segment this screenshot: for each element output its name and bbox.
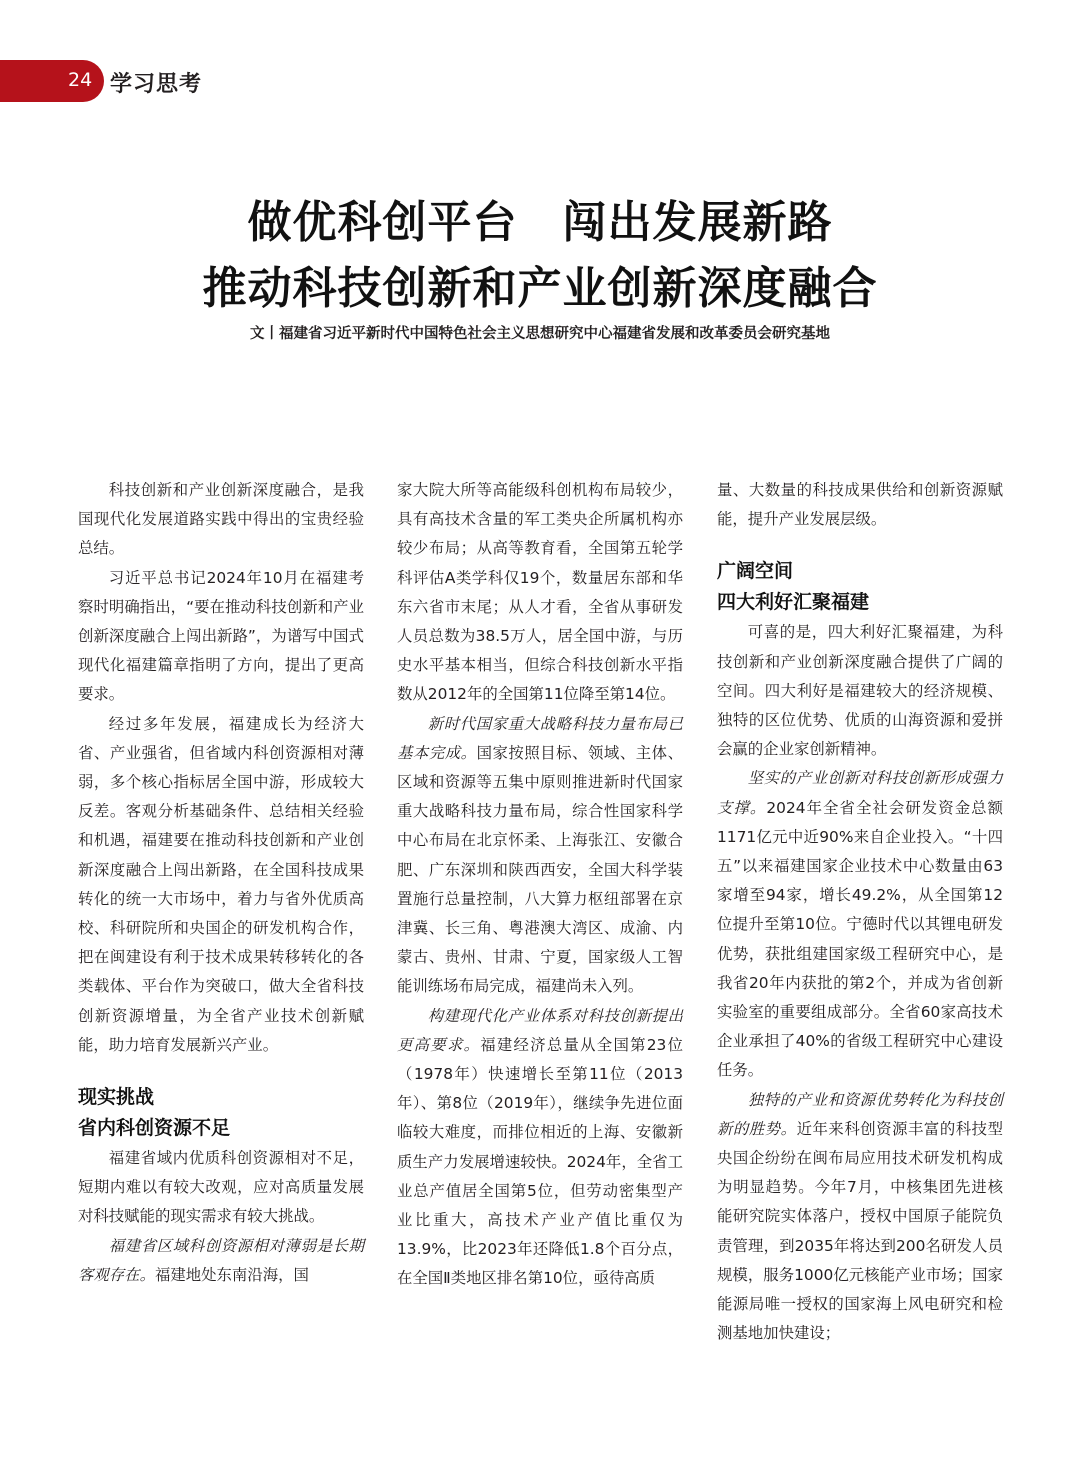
paragraph bbox=[78, 1232, 364, 1290]
text-column-1 bbox=[78, 476, 364, 1290]
text-column-3 bbox=[717, 476, 1003, 1348]
paragraph bbox=[717, 1086, 1003, 1349]
paragraph: 科技创新和产业创新深度融合，是我国现代化发展道路实践中得出的宝贵经验总结。 bbox=[78, 481, 364, 558]
paragraph: 习近平总书记2024年10月在福建考察时明确指出，“要在推动科技创新和产业创新深度融合上闯出新路”，为谱写中国式现代化福建篇章指明了方向，提出了更高要求。 bbox=[78, 568, 364, 704]
text-column-2 bbox=[397, 476, 683, 1294]
paragraph bbox=[397, 710, 683, 1002]
paragraph-lead: 新时代国家重大战略科技力量布局已基本完成。 bbox=[397, 714, 683, 762]
paragraph-lead: 福建省区域科创资源相对薄弱是长期客观存在。 bbox=[78, 1236, 364, 1284]
paragraph-text: 福建地处东南沿海，国 bbox=[154, 1265, 309, 1284]
section-name: 学习思考 bbox=[110, 72, 203, 97]
paragraph: 家大院大所等高能级科创机构布局较少，具有高技术含量的军工类央企所属机构亦较少布局；从高等教育看，全国第五轮学科评估A类学科仅19个，数量居东部和华东六省市末尾；从人才看，全省从事研发人员总数为38.5万人，居全国中游，与历史水平基本相当，但综合科技创新水平指数从2012年的全国第11位降至第14位。 bbox=[397, 481, 683, 704]
section-subheading: 四大利好汇聚福建 bbox=[717, 591, 870, 614]
article-title-line-2: 推动科技创新和产业创新深度融合 bbox=[202, 263, 878, 314]
paragraph-text: 福建经济总量从全国第23位（1978年）快速增长至第11位（2013年）、第8位（2019年），继续争先进位面临较大难度，而排位相近的上海、安徽新质生产力发展增速较快。2024年，全省工业总产值居全国第5位，但劳动密集型产业比重大，高技术产业产值比重仅为13.9%，比2023年还降低1.8个百分点，在全国Ⅱ类地区排名第10位，亟待高质 bbox=[397, 1035, 683, 1288]
paragraph: 福建省域内优质科创资源相对不足，短期内难以有较大改观，应对高质量发展对科技赋能的现实需求有较大挑战。 bbox=[78, 1149, 364, 1226]
paragraph-text: 2024年全省全社会研发资金总额1171亿元中近90%来自企业投入。“十四五”以来福建国家企业技术中心数量由63家增至94家，增长49.2%，从全国第12位提升至第10位。宁德时代以其锂电研发优势，获批组建国家级工程研究中心，是我省20年内获批的第2个，并成为省创新实验室的重要组成部分。全省60家高技术企业承担了40%的省级工程研究中心建设任务。 bbox=[717, 798, 1003, 1080]
paragraph bbox=[397, 1002, 683, 1294]
article-title-line-1: 做优科创平台 闯出发展新路 bbox=[247, 197, 833, 248]
paragraph-lead: 构建现代化产业体系对科技创新提出更高要求。 bbox=[397, 1006, 683, 1054]
paragraph: 量、大数量的科技成果供给和创新资源赋能，提升产业发展层级。 bbox=[717, 481, 1003, 529]
section-heading: 现实挑战 bbox=[78, 1086, 155, 1109]
paragraph-lead: 坚实的产业创新对科技创新形成强力支撑。 bbox=[717, 769, 1003, 817]
paragraph bbox=[717, 764, 1003, 1085]
article-byline: 文丨福建省习近平新时代中国特色社会主义思想研究中心福建省发展和改革委员会研究基地 bbox=[250, 326, 830, 342]
page-number: 24 bbox=[68, 69, 93, 91]
paragraph-text: 近年来科创资源丰富的科技型央国企纷纷在闽布局应用技术研发机构成为明显趋势。今年7月，中核集团先进核能研究院实体落户，授权中国原子能院负责管理，到2035年将达到200名研发人员规模，服务1000亿元核能产业市场；国家能源局唯一授权的国家海上风电研究和检测基地加快建设； bbox=[717, 1119, 1003, 1343]
section-subheading: 省内科创资源不足 bbox=[78, 1117, 231, 1140]
paragraph: 可喜的是，四大利好汇聚福建，为科技创新和产业创新深度融合提供了广阔的空间。四大利好是福建较大的经济规模、独特的区位优势、优质的山海资源和爱拼会赢的企业家创新精神。 bbox=[717, 623, 1003, 759]
paragraph-text: 国家按照目标、领域、主体、区域和资源等五集中原则推进新时代国家重大战略科技力量布局，综合性国家科学中心布局在北京怀柔、上海张江、安徽合肥、广东深圳和陕西西安，全国大科学装置施行总量控制，八大算力枢纽部署在京津冀、长三角、粤港澳大湾区、成渝、内蒙古、贵州、甘肃、宁夏，国家级人工智能训练场布局完成，福建尚未入列。 bbox=[397, 743, 683, 996]
paragraph: 经过多年发展，福建成长为经济大省、产业强省，但省域内科创资源相对薄弱，多个核心指标居全国中游，形成较大反差。客观分析基础条件、总结相关经验和机遇，福建要在推动科技创新和产业创新深度融合上闯出新路，在全国科技成果转化的统一大市场中，着力与省外优质高校、科研院所和央国企的研发机构合作，把在闽建设有利于技术成果转移转化的各类载体、平台作为突破口，做大全省科技创新资源增量，为全省产业技术创新赋能，助力培育发展新兴产业。 bbox=[78, 714, 364, 1054]
section-heading: 广阔空间 bbox=[717, 560, 794, 583]
paragraph-lead: 独特的产业和资源优势转化为科技创新的胜势。 bbox=[717, 1090, 1003, 1138]
